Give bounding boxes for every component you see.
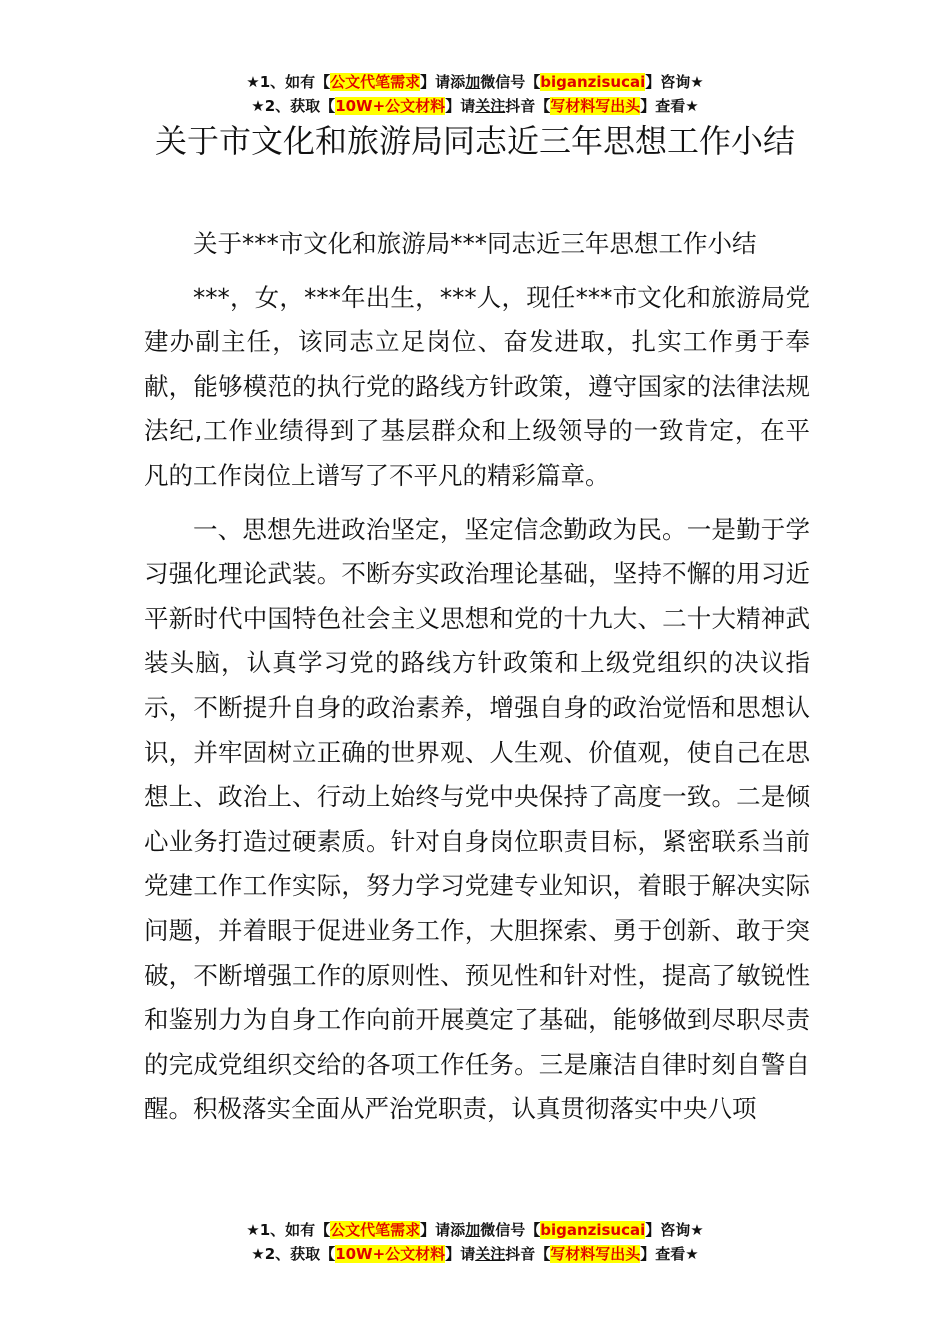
promo-highlight: 写材料写出头 (550, 97, 641, 115)
document-title: 关于市文化和旅游局同志近三年思想工作小结 (154, 122, 795, 160)
promo-underline: 加 (465, 73, 481, 91)
promo-text: ★1、如有【 (246, 73, 331, 91)
promo-text: 】查看★ (640, 97, 699, 115)
promo-text: ★2、获取【 (251, 97, 336, 115)
paragraph: 一、思想先进政治坚定，坚定信念勤政为民。一是勤于学习强化理论武装。不断夯实政治理论基础，坚持不懈的用习近平新时代中国特色社会主义思想和党的十九大、二十大精神武装头脑，认真学习党的路线方针政策和上级党组织的决议指示，不断提升自身的政治素养，增强自身的政治觉悟和思想认识，并牢固树立正确的世界观、人生观、价值观，使自己在思想上、政治上、行动上始终与党中央保持了高度一致。二是倾心业务打造过硬素质。针对自身岗位职责目标，紧密联系当前党建工作工作实际，努力学习党建专业知识，着眼于解决实际问题，并着眼于促进业务工作，大胆探索、勇于创新、敢于突破，不断增强工作的原则性、预见性和针对性，提高了敏锐性和鉴别力为自身工作向前开展奠定了基础，能够做到尽职尽责的完成党组织交给的各项工作任务。三是廉洁自律时刻自警自醒。积极落实全面从严治党职责，认真贯彻落实中央八项 (144, 514, 810, 1124)
promo-text: 】咨询★ (645, 1221, 704, 1239)
promo-text: 】请 (445, 1245, 476, 1263)
promo-highlight: 10W+公文材料 (335, 97, 446, 115)
promo-highlight: biganzisucai (540, 73, 646, 91)
promo-line-1 (0, 70, 950, 94)
paragraph: ***，女，***年出生，***人，现任***市文化和旅游局党建办副主任，该同志立足岗位、奋发进取，扎实工作勇于奉献，能够模范的执行党的路线方针政策，遵守国家的法律法规法纪,工作业绩得到了基层群众和上级领导的一致肯定，在平凡的工作岗位上谱写了不平凡的精彩篇章。 (144, 282, 810, 490)
promo-text: ★1、如有【 (246, 1221, 331, 1239)
promo-line-1 (0, 1218, 950, 1242)
promo-banner-bottom (0, 1218, 950, 1266)
promo-underline: 关注 (475, 1245, 506, 1263)
promo-underline: 关注 (475, 97, 506, 115)
promo-highlight: biganzisucai (540, 1221, 646, 1239)
promo-text: 微信号【 (480, 1221, 541, 1239)
promo-text: 】请添 (420, 1221, 466, 1239)
promo-banner-top (0, 70, 950, 118)
promo-text: ★2、获取【 (251, 1245, 336, 1263)
promo-text: 】请添 (420, 73, 466, 91)
promo-line-2 (0, 1242, 950, 1266)
document-subtitle: 关于***市文化和旅游局***同志近三年思想工作小结 (193, 229, 757, 258)
document-body (144, 222, 810, 1141)
promo-text: 抖音【 (505, 1245, 551, 1263)
promo-text: 】查看★ (640, 1245, 699, 1263)
promo-highlight: 10W+公文材料 (335, 1245, 446, 1263)
promo-highlight: 公文代笔需求 (330, 1221, 421, 1239)
promo-highlight: 公文代笔需求 (330, 73, 421, 91)
promo-highlight: 写材料写出头 (550, 1245, 641, 1263)
promo-text: 】咨询★ (645, 73, 704, 91)
promo-line-2 (0, 94, 950, 118)
promo-text: 抖音【 (505, 97, 551, 115)
promo-text: 微信号【 (480, 73, 541, 91)
promo-text: 】请 (445, 97, 476, 115)
promo-underline: 加 (465, 1221, 481, 1239)
